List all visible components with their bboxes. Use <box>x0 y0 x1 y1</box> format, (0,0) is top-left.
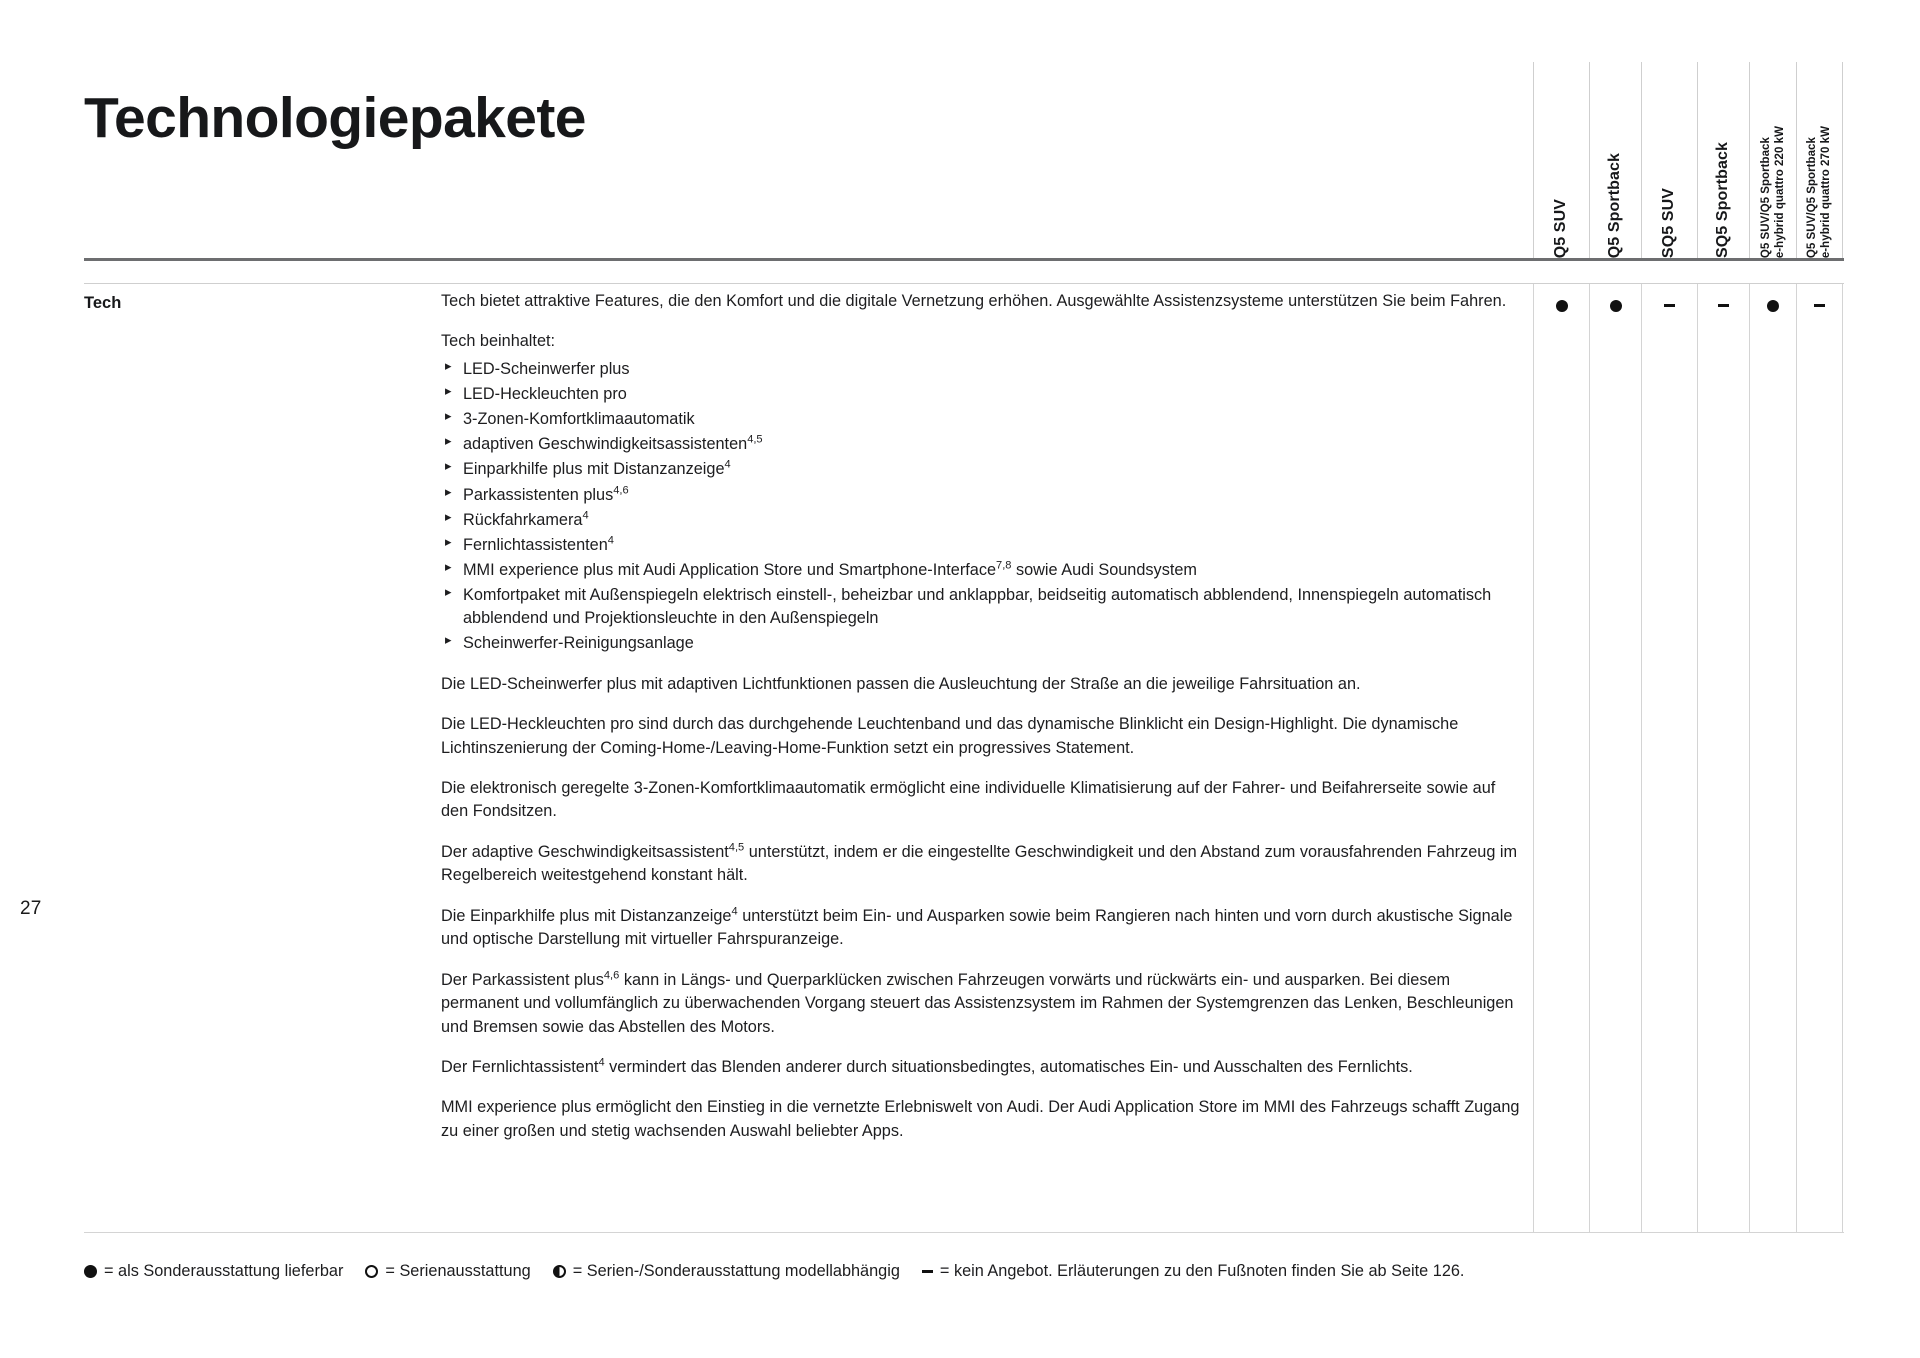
column-header-sq5-sportback <box>1697 62 1749 258</box>
column-header-sq5-suv <box>1641 62 1697 258</box>
paragraph-text: Die Einparkhilfe plus mit Distanzanzeige <box>441 906 732 925</box>
feature-text: Einparkhilfe plus mit Distanzanzeige <box>463 460 725 479</box>
footnote-ref: 7,8 <box>996 559 1012 572</box>
open-circle-icon <box>365 1265 378 1278</box>
list-item <box>441 559 1526 582</box>
footnote-ref: 4,6 <box>603 969 620 982</box>
full-circle-icon <box>1610 300 1622 312</box>
paragraph-text: Der Fernlichtassistent <box>441 1058 599 1077</box>
availability-marker <box>1750 296 1796 313</box>
table-column-headers <box>1533 62 1844 258</box>
dash-icon <box>1814 304 1825 307</box>
feature-text: Fernlichtassistenten <box>463 535 608 554</box>
dash-icon <box>1718 304 1729 307</box>
description-paragraph <box>441 905 1526 952</box>
list-item <box>441 632 1526 655</box>
list-item <box>441 458 1526 481</box>
paragraph-text: Die LED-Scheinwerfer plus mit adaptiven Lichtfunktionen passen die Ausleuchtung der Straße an die jeweilige Fahrsituation an. <box>441 674 1361 693</box>
paragraph-text: Der Parkassistent plus <box>441 970 604 989</box>
paragraph-text: MMI experience plus ermöglicht den Einstieg in die vernetzte Erlebniswelt von Audi. Der Audi Application Store im MMI des Fahrzeugs schafft Zugang zu einer großen und stetig wachsenden Auswahl beliebter Apps. <box>441 1098 1520 1140</box>
list-item <box>441 358 1526 381</box>
availability-marker <box>1698 296 1749 313</box>
feature-text: Komfortpaket mit Außenspiegeln elektrisch einstell-, beheizbar und anklappbar, beidseitig automatisch abblendend, Innenspiegeln automatisch abblendend und Projektionsleuchte in den Außenspiegeln <box>463 586 1492 628</box>
availability-marker <box>1797 296 1842 313</box>
availability-marker <box>1642 296 1697 313</box>
footnote-ref: 4 <box>724 459 731 472</box>
feature-text: adaptiven Geschwindigkeitsassistenten <box>463 435 748 454</box>
availability-marker <box>1590 296 1641 313</box>
row-label-tech: Tech <box>84 294 122 312</box>
full-circle-icon <box>84 1265 97 1278</box>
list-item <box>441 408 1526 431</box>
table-bottom-rule <box>84 1232 1844 1233</box>
column-header-q5-suv <box>1533 62 1589 258</box>
paragraph-text-after: unterstützt beim Ein- und Ausparken sowie beim Rangieren nach hinten und vorn durch akustische Signale und optische Darstellung mit virtueller Fahrspuranzeige. <box>441 906 1513 949</box>
column-header-q5-sportback <box>1589 62 1641 258</box>
legend-item-not-available <box>922 1262 1465 1281</box>
column-header-line-1: Q5 SUV/Q5 Sportback <box>1759 136 1772 258</box>
legend-item-optional <box>84 1262 343 1281</box>
intro-paragraph: Tech bietet attraktive Features, die den Komfort und die digitale Vernetzung erhöhen. Ausgewählte Assistenzsysteme unterstützen Sie beim Fahren. <box>441 292 1507 310</box>
list-heading: Tech beinhaltet: <box>441 332 556 351</box>
description-paragraph <box>441 777 1526 824</box>
column-header-label: SQ5 SUV <box>1660 187 1678 258</box>
column-header-label: Q5 Sportback <box>1606 152 1624 258</box>
page-title: Technologiepakete <box>84 86 586 151</box>
description-paragraph <box>441 969 1526 1039</box>
footnote-ref: 4 <box>731 905 738 918</box>
feature-text: Parkassistenten plus <box>463 485 614 504</box>
description-paragraph <box>441 713 1526 760</box>
availability-cell-q5-ehybrid-270 <box>1796 284 1843 1232</box>
list-item <box>441 433 1526 456</box>
column-header-line-1: Q5 SUV/Q5 Sportback <box>1806 136 1819 258</box>
column-header-line-2: e-hybrid quattro 220 kW <box>1774 125 1786 258</box>
footnote-ref: 4,5 <box>728 841 745 854</box>
description-paragraph <box>441 1096 1526 1143</box>
table-body <box>84 284 1844 1232</box>
availability-columns <box>1533 284 1844 1232</box>
list-item <box>441 584 1526 630</box>
availability-cell-sq5-suv <box>1641 284 1697 1232</box>
paragraph-text-after: unterstützt, indem er die eingestellte Geschwindigkeit und den Abstand zum vorausfahrenden Fahrzeug im Regelbereich weitestgehend konstant hält. <box>441 842 1518 885</box>
footnote-ref: 4,6 <box>613 484 629 497</box>
footnote-ref: 4 <box>582 509 589 522</box>
list-item <box>441 484 1526 507</box>
legend-item-standard <box>365 1262 530 1281</box>
feature-text: LED-Scheinwerfer plus <box>463 359 630 378</box>
legend-label: = Serien-/Sonderausstattung modellabhängig <box>572 1262 900 1280</box>
feature-text-after: sowie Audi Soundsystem <box>1011 561 1197 580</box>
dash-icon <box>1664 304 1675 307</box>
availability-cell-sq5-sportback <box>1697 284 1749 1232</box>
column-header-q5-ehybrid-220 <box>1749 62 1796 258</box>
table-header-rule-thick <box>84 258 1844 261</box>
feature-text: LED-Heckleuchten pro <box>463 385 627 404</box>
feature-text: MMI experience plus mit Audi Application Store und Smartphone-Interface <box>463 561 997 580</box>
column-header-label <box>1805 122 1833 258</box>
dash-icon <box>922 1270 933 1273</box>
full-circle-icon <box>1767 300 1779 312</box>
legend-item-model-dependent <box>553 1262 900 1281</box>
legend-label: = kein Angebot. Erläuterungen zu den Fußnoten finden Sie ab Seite 126. <box>939 1262 1465 1280</box>
row-content-tech <box>441 290 1526 1160</box>
description-paragraph <box>441 1056 1526 1079</box>
column-header-line-2: e-hybrid quattro 270 kW <box>1820 125 1833 258</box>
legend-label: = als Sonderausstattung lieferbar <box>104 1262 344 1280</box>
legend <box>84 1262 1464 1281</box>
paragraph-text-after: kann in Längs- und Querparklücken zwischen Fahrzeugen vorwärts und rückwärts ein- und ausparken. Bei diesem permanent und vollumfänglich zu überwachenden Vorgang steuert das Assistenzsystem im Rahmen der Systemgrenzen das Lenken, Beschleunigen und Bremsen sowie das Abstellen des Motors. <box>441 970 1514 1036</box>
paragraph-text: Die elektronisch geregelte 3-Zonen-Komfortklimaautomatik ermöglicht eine individuelle Klimatisierung auf der Fahrer- und Beifahrerseite sowie auf den Fondsitzen. <box>441 778 1496 821</box>
footnote-ref: 4 <box>607 534 614 547</box>
availability-cell-q5-ehybrid-220 <box>1749 284 1796 1232</box>
paragraph-text: Der adaptive Geschwindigkeitsassistent <box>441 842 729 861</box>
list-item <box>441 383 1526 406</box>
footnote-ref: 4,5 <box>747 433 763 446</box>
legend-label: = Serienausstattung <box>385 1262 531 1280</box>
footnote-ref: 4 <box>598 1056 605 1069</box>
column-header-q5-ehybrid-270 <box>1796 62 1843 258</box>
description-paragraph <box>441 673 1526 696</box>
feature-list <box>441 358 1526 656</box>
availability-marker <box>1534 296 1589 313</box>
paragraph-text-after: vermindert das Blenden anderer durch situationsbedingtes, automatisches Ein- und Ausschalten des Fernlichts. <box>604 1058 1413 1077</box>
page-number: 27 <box>20 898 42 919</box>
column-header-label: Q5 SUV <box>1552 198 1570 258</box>
feature-text: Rückfahrkamera <box>463 510 583 529</box>
half-circle-icon <box>553 1265 566 1278</box>
list-item <box>441 509 1526 532</box>
list-item <box>441 534 1526 557</box>
paragraph-text: Die LED-Heckleuchten pro sind durch das durchgehende Leuchtenband und das dynamische Blinklicht ein Design-Highlight. Die dynamische Lichtinszenierung der Coming-Home-/Leaving-Home-Funktion setzt ein progressives Statement. <box>441 715 1459 757</box>
description-paragraph <box>441 841 1526 888</box>
feature-text: 3-Zonen-Komfortklimaautomatik <box>463 410 695 429</box>
feature-text: Scheinwerfer-Reinigungsanlage <box>463 634 694 653</box>
column-header-label <box>1759 122 1787 258</box>
column-header-label: SQ5 Sportback <box>1714 141 1732 258</box>
availability-cell-q5-suv <box>1533 284 1589 1232</box>
full-circle-icon <box>1556 300 1568 312</box>
availability-cell-q5-sportback <box>1589 284 1641 1232</box>
